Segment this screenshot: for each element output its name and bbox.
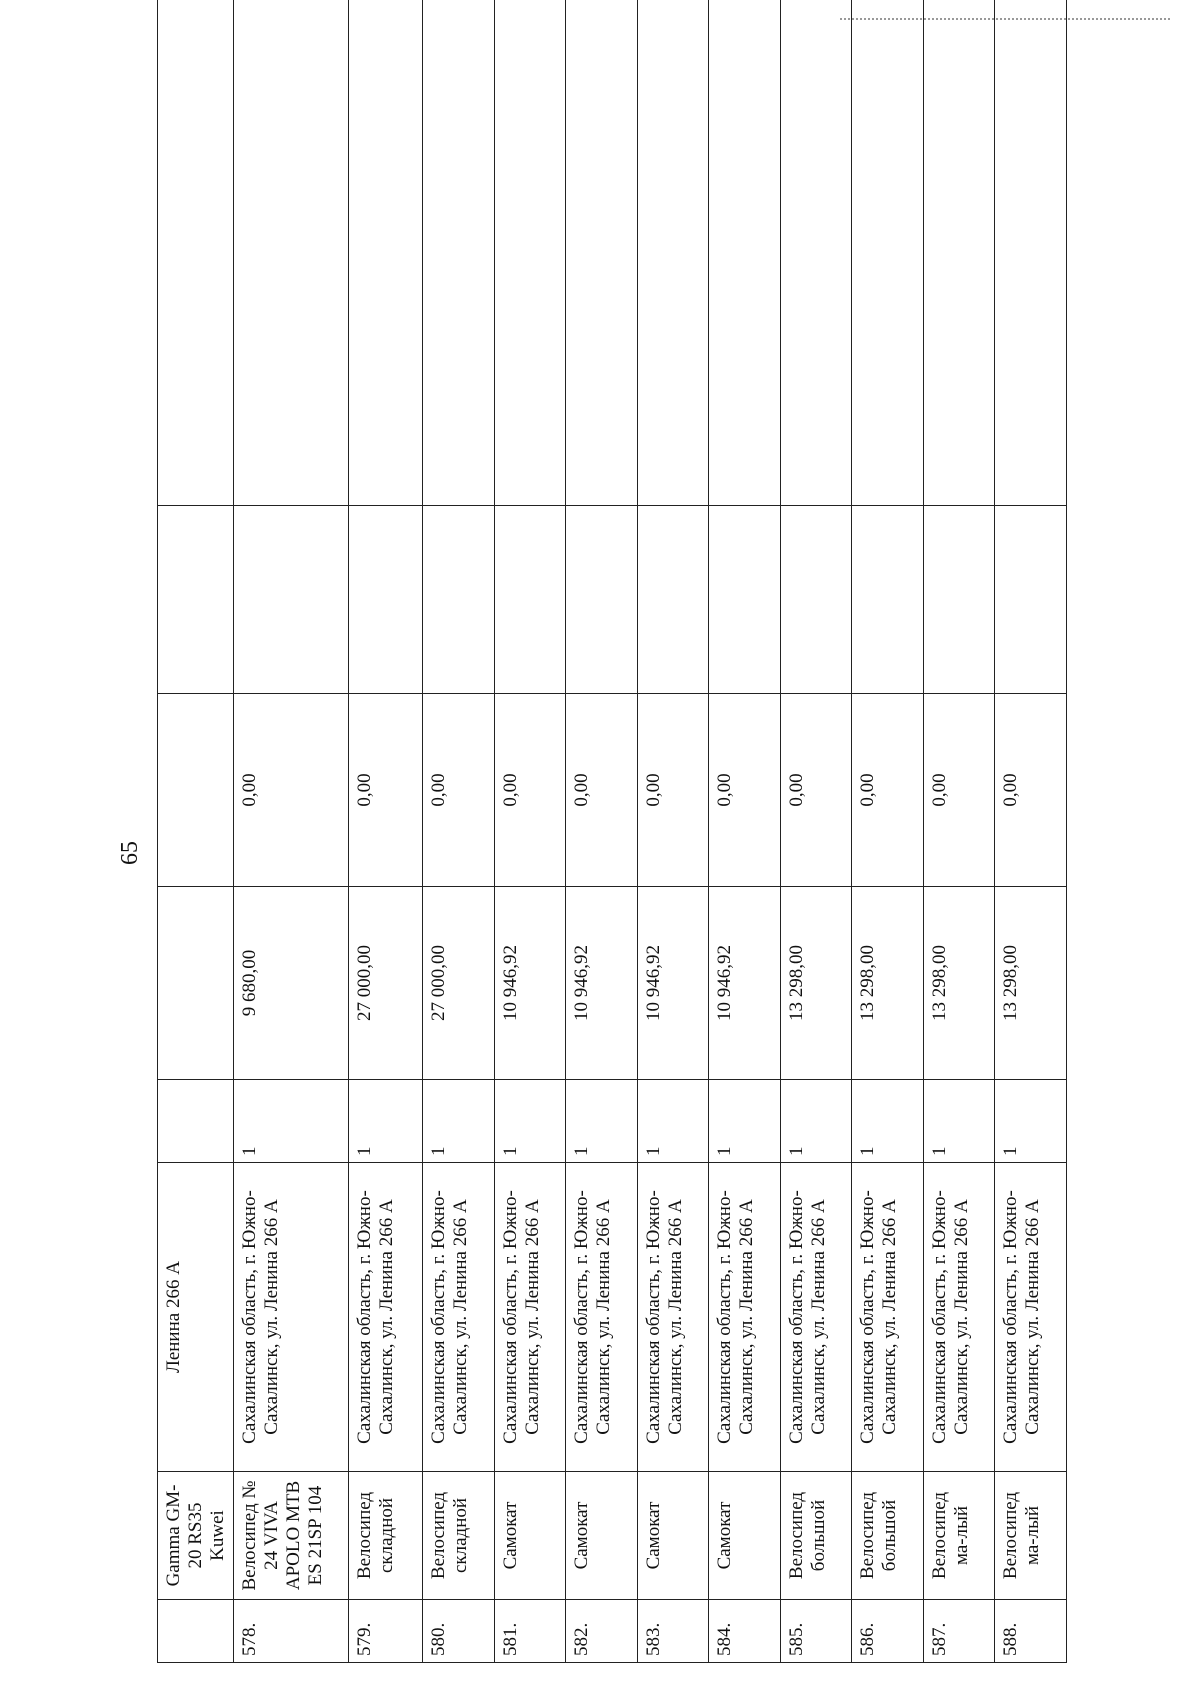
cell-residual: 0,00 <box>995 694 1067 887</box>
cell-residual: 0,00 <box>852 694 924 887</box>
cell-residual: 0,00 <box>494 694 566 887</box>
cell-residual: 0,00 <box>923 694 995 887</box>
cell-qty: 1 <box>709 1080 781 1163</box>
cell-num: 585. <box>780 1600 852 1663</box>
cell-qty: 1 <box>349 1080 423 1163</box>
inventory-table <box>157 0 1067 1663</box>
cell-empty <box>494 0 566 506</box>
cell-empty <box>494 506 566 694</box>
cell-cost: 10 946,92 <box>566 887 638 1080</box>
cell-qty: 1 <box>995 1080 1067 1163</box>
page-number: 65 <box>117 841 143 865</box>
cell-empty <box>923 506 995 694</box>
cell-num: 581. <box>494 1600 566 1663</box>
cell-residual: 0,00 <box>566 694 638 887</box>
table-row <box>852 0 924 1663</box>
cell-qty: 1 <box>923 1080 995 1163</box>
cell-name: Велосипед большой <box>780 1472 852 1600</box>
cell-residual: 0,00 <box>637 694 709 887</box>
cell-residual <box>158 694 234 887</box>
table-row <box>923 0 995 1663</box>
cell-address: Сахалинская область, г. Южно-Сахалинск, ул. Ленина 266 А <box>852 1163 924 1472</box>
cell-residual: 0,00 <box>233 694 349 887</box>
cell-cost: 13 298,00 <box>995 887 1067 1080</box>
cell-name: Самокат <box>709 1472 781 1600</box>
cell-empty <box>709 506 781 694</box>
cell-cost: 10 946,92 <box>709 887 781 1080</box>
cell-residual: 0,00 <box>709 694 781 887</box>
cell-num: 584. <box>709 1600 781 1663</box>
cell-empty <box>709 0 781 506</box>
cell-residual: 0,00 <box>349 694 423 887</box>
cell-name: Велосипед складной <box>423 1472 495 1600</box>
cell-cost: 9 680,00 <box>233 887 349 1080</box>
cell-cost: 10 946,92 <box>494 887 566 1080</box>
cell-qty: 1 <box>780 1080 852 1163</box>
cell-num: 588. <box>995 1600 1067 1663</box>
cell-num: 582. <box>566 1600 638 1663</box>
table-row <box>233 0 349 1663</box>
table-row <box>566 0 638 1663</box>
cell-empty <box>566 0 638 506</box>
cell-num: 579. <box>349 1600 423 1663</box>
table-row <box>637 0 709 1663</box>
cell-empty <box>852 506 924 694</box>
table-row <box>995 0 1067 1663</box>
cell-num: 580. <box>423 1600 495 1663</box>
cell-empty <box>349 506 423 694</box>
cell-name: Самокат <box>637 1472 709 1600</box>
cell-empty <box>423 506 495 694</box>
cell-empty <box>780 0 852 506</box>
cell-name: Велосипед большой <box>852 1472 924 1600</box>
cell-name: Велосипед ма-лый <box>923 1472 995 1600</box>
cell-cost: 27 000,00 <box>349 887 423 1080</box>
cell-cost: 13 298,00 <box>923 887 995 1080</box>
cell-cost: 13 298,00 <box>852 887 924 1080</box>
cell-num: 587. <box>923 1600 995 1663</box>
cell-cost: 27 000,00 <box>423 887 495 1080</box>
cell-cost: 10 946,92 <box>637 887 709 1080</box>
cell-empty <box>780 506 852 694</box>
table-row <box>494 0 566 1663</box>
cell-address: Сахалинская область, г. Южно-Сахалинск, ул. Ленина 266 А <box>233 1163 349 1472</box>
table-row <box>423 0 495 1663</box>
cell-name: Велосипед № 24 VIVA APOLO MTB ES 21SP 104 <box>233 1472 349 1600</box>
cell-qty: 1 <box>637 1080 709 1163</box>
cell-qty: 1 <box>494 1080 566 1163</box>
cell-name: Самокат <box>494 1472 566 1600</box>
cell-address: Сахалинская область, г. Южно-Сахалинск, ул. Ленина 266 А <box>637 1163 709 1472</box>
table-body <box>158 0 1067 1663</box>
cell-empty <box>637 506 709 694</box>
rotated-table-wrapper <box>157 59 1067 1663</box>
cell-num: 586. <box>852 1600 924 1663</box>
cell-empty <box>423 0 495 506</box>
cell-residual: 0,00 <box>780 694 852 887</box>
cell-address: Сахалинская область, г. Южно-Сахалинск, ул. Ленина 266 А <box>494 1163 566 1472</box>
cell-empty <box>566 506 638 694</box>
cell-address: Сахалинская область, г. Южно-Сахалинск, ул. Ленина 266 А <box>995 1163 1067 1472</box>
table-row <box>780 0 852 1663</box>
cell-address: Сахалинская область, г. Южно-Сахалинск, ул. Ленина 266 А <box>709 1163 781 1472</box>
cell-name: Велосипед складной <box>349 1472 423 1600</box>
cell-qty: 1 <box>423 1080 495 1163</box>
cell-address: Сахалинская область, г. Южно-Сахалинск, ул. Ленина 266 А <box>780 1163 852 1472</box>
cell-qty <box>158 1080 234 1163</box>
cell-address: Сахалинская область, г. Южно-Сахалинск, ул. Ленина 266 А <box>566 1163 638 1472</box>
cell-qty: 1 <box>233 1080 349 1163</box>
cell-address: Ленина 266 А <box>158 1163 234 1472</box>
cell-empty <box>233 0 349 506</box>
cell-qty: 1 <box>566 1080 638 1163</box>
cell-empty <box>637 0 709 506</box>
cell-cost: 13 298,00 <box>780 887 852 1080</box>
table-row <box>709 0 781 1663</box>
cell-address: Сахалинская область, г. Южно-Сахалинск, ул. Ленина 266 А <box>923 1163 995 1472</box>
cell-name: Велосипед ма-лый <box>995 1472 1067 1600</box>
cell-name: Самокат <box>566 1472 638 1600</box>
cell-empty <box>995 506 1067 694</box>
cell-num: 583. <box>637 1600 709 1663</box>
cell-empty <box>995 0 1067 506</box>
cell-address: Сахалинская область, г. Южно-Сахалинск, ул. Ленина 266 А <box>423 1163 495 1472</box>
cell-empty <box>233 506 349 694</box>
cell-address: Сахалинская область, г. Южно-Сахалинск, ул. Ленина 266 А <box>349 1163 423 1472</box>
cell-empty <box>349 0 423 506</box>
cell-empty <box>158 0 234 506</box>
cell-qty: 1 <box>852 1080 924 1163</box>
cell-num <box>158 1600 234 1663</box>
cell-num: 578. <box>233 1600 349 1663</box>
table-row-continued <box>158 0 234 1663</box>
cell-residual: 0,00 <box>423 694 495 887</box>
cell-name: Gamma GM-20 RS35 Kuwei <box>158 1472 234 1600</box>
cell-cost <box>158 887 234 1080</box>
cell-empty <box>158 506 234 694</box>
cell-empty <box>852 0 924 506</box>
table-row <box>349 0 423 1663</box>
cell-empty <box>923 0 995 506</box>
